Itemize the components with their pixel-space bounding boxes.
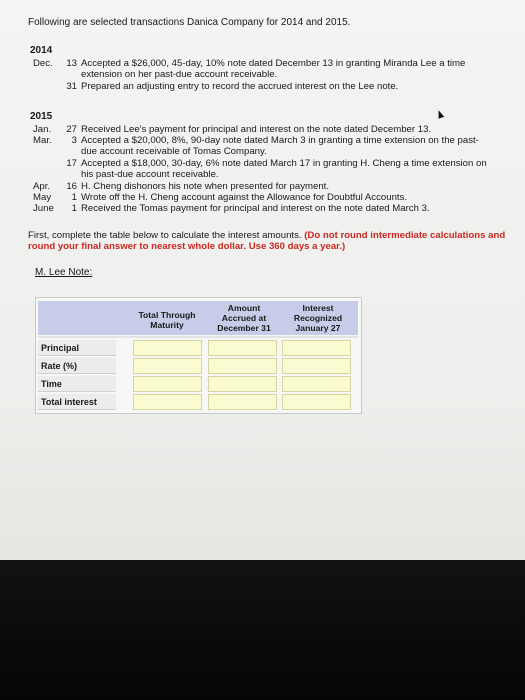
row-label-time: Time [38, 376, 116, 392]
intro-text: Following are selected transactions Danica Company for 2014 and 2015. [28, 17, 351, 28]
transaction-continuation: his past-due account receivable. [81, 169, 219, 180]
screen-bezel [0, 560, 525, 700]
time-accrued-input[interactable] [208, 376, 277, 392]
instructions-plain: First, complete the table below to calculate the interest amounts. [28, 230, 305, 241]
transaction-day: 27 [66, 124, 77, 135]
rate-total-input[interactable] [133, 358, 202, 374]
transaction-day: 3 [71, 135, 77, 146]
transaction-month: Mar. [33, 135, 52, 146]
time-total-input[interactable] [133, 376, 202, 392]
transaction-continuation: due account receivable of Tomas Company. [81, 146, 267, 157]
transaction-description: Accepted a $20,000, 8%, 90-day note dated March 3 in granting a time extension on the past- [81, 135, 479, 146]
transaction-day: 31 [66, 81, 77, 92]
principal-accrued-input[interactable] [208, 340, 277, 356]
mouse-cursor-icon [436, 109, 444, 119]
transaction-month: Apr. [33, 181, 51, 192]
transaction-description: Wrote off the H. Cheng account against the Allowance for Doubtful Accounts. [81, 192, 408, 203]
transaction-description: Received the Tomas payment for principal and interest on the note dated March 3. [81, 203, 430, 214]
transaction-description: Received Lee's payment for principal and interest on the note dated December 13. [81, 124, 432, 135]
transaction-description: Accepted a $18,000, 30-day, 6% note dated March 17 in granting H. Cheng a time extension on [81, 158, 487, 169]
transaction-continuation: extension on her past-due account receivable. [81, 69, 278, 80]
transaction-month: Jan. [33, 124, 52, 135]
header-interest-recognized: Interest Recognized January 27 [293, 303, 343, 333]
transaction-day: 13 [66, 58, 77, 69]
table-spacer [38, 336, 358, 338]
rate-accrued-input[interactable] [208, 358, 277, 374]
transaction-month: May [33, 192, 52, 203]
header-amount-accrued: Amount Accrued at December 31 [217, 303, 271, 333]
total-interest-accrued-input[interactable] [208, 394, 277, 410]
transaction-description: H. Cheng dishonors his note when presented for payment. [81, 181, 329, 192]
interest-table [35, 297, 362, 414]
transaction-description: Prepared an adjusting entry to record the accrued interest on the Lee note. [81, 81, 399, 92]
total-interest-recognized-input[interactable] [282, 394, 351, 410]
row-label-principal: Principal [38, 340, 116, 356]
transaction-day: 1 [71, 192, 77, 203]
transaction-day: 1 [71, 203, 77, 214]
header-total-through-maturity: Total Through Maturity [138, 310, 196, 330]
note-title: M. Lee Note: [35, 267, 93, 278]
principal-total-input[interactable] [133, 340, 202, 356]
principal-recognized-input[interactable] [282, 340, 351, 356]
total-interest-total-input[interactable] [133, 394, 202, 410]
year-heading-2014: 2014 [30, 45, 53, 56]
transaction-day: 17 [66, 158, 77, 169]
row-label-total-interest: Total interest [38, 394, 116, 410]
rate-recognized-input[interactable] [282, 358, 351, 374]
year-heading-2015: 2015 [30, 111, 53, 122]
row-label-rate: Rate (%) [38, 358, 116, 374]
time-recognized-input[interactable] [282, 376, 351, 392]
transaction-description: Accepted a $26,000, 45-day, 10% note dated December 13 in granting Miranda Lee a time [81, 58, 466, 69]
transaction-month: Dec. [33, 58, 53, 69]
transaction-day: 16 [66, 181, 77, 192]
transaction-month: June [33, 203, 54, 214]
instructions-text [28, 230, 523, 252]
instructions-rounding-note: (Do not round intermediate calculations and round your final answer to nearest whole dollar. Use 360 days a year.) [28, 230, 506, 252]
